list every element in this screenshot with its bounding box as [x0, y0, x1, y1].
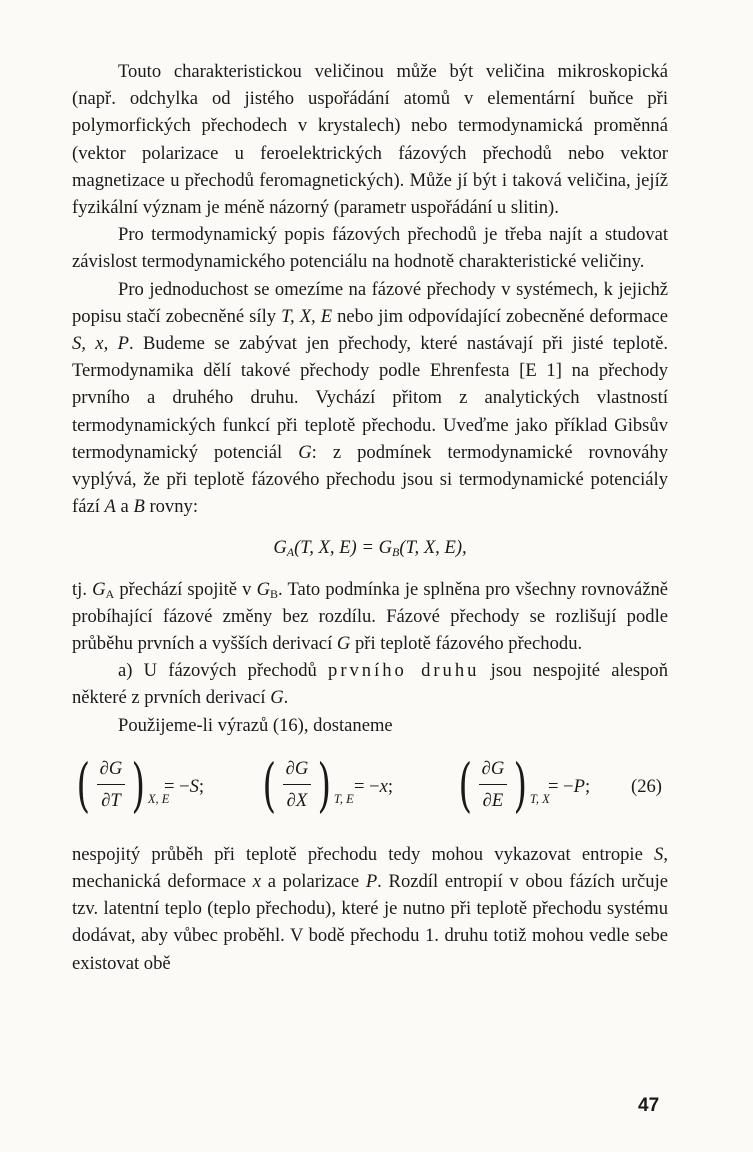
symbol-A: A — [104, 496, 116, 518]
paren-close: ) — [317, 750, 332, 819]
paragraph-1: Touto charakteristickou veličinou může být veličina mikroskopická (např. odchylka od jistého uspořádání atomů v elementární buňce při polymorfických přechodech v krystalech) nebo termodynamická proměnná (vektor polarizace u feroelektrických fázových přechodů nebo vektor magnetizace u přechodů feromagnetických). Může jí být i taková veličina, jejíž fyzikální význam je méně názorný (parametr uspořádání u slitin). — [72, 61, 668, 219]
paragraph-7-text-b: , mechanická deformace — [72, 843, 668, 893]
sub-A: A — [105, 586, 115, 601]
derivative-dG-dT — [72, 745, 169, 825]
numerator: ∂G — [97, 755, 126, 785]
equation-number: (26) — [631, 775, 662, 797]
symbol-G: G — [256, 578, 270, 600]
paragraph-4-text-a: tj. — [72, 578, 93, 600]
paragraph-3-text-b: nebo jim odpovídající zobecněné deformace — [332, 305, 668, 327]
paragraph-4 — [72, 576, 668, 658]
symbol-B: B — [133, 496, 145, 518]
equation-gibbs-equality — [72, 534, 668, 561]
derivative-subscript: T, X — [529, 791, 550, 806]
paragraph-6: Použijeme-li výrazů (16), dostaneme — [118, 714, 393, 736]
eq1-rhs-sub: B — [392, 545, 400, 560]
fraction — [97, 755, 126, 814]
rhs-op: = − — [164, 775, 190, 797]
paren-close: ) — [513, 750, 528, 819]
sub-B: B — [270, 586, 279, 601]
derivative-dG-dX — [258, 745, 354, 825]
paragraph-3-text-e: a — [115, 496, 134, 518]
rhs-var: x — [379, 775, 388, 797]
paragraph-3-text-a: Pro jednoduchost se omezíme na fázové přechody v systémech, k jejichž popisu stačí zobecněné síly — [72, 278, 668, 327]
paren-open: ( — [76, 750, 91, 819]
paragraph-5-text-b: jsou nespojité alespoň některé z prvních derivací — [72, 660, 668, 709]
paren-close: ) — [131, 750, 146, 819]
paragraph-5-text-c: . — [283, 687, 289, 709]
paragraph-5-text-a: a) U fázových přechodů — [118, 660, 329, 682]
paren-open: ( — [458, 750, 473, 819]
rhs-sep: ; — [584, 775, 591, 797]
paragraph-7-text-c: a polarizace — [260, 871, 366, 893]
rhs-3 — [548, 773, 590, 800]
numerator: ∂G — [283, 755, 312, 785]
rhs-op: = − — [548, 775, 574, 797]
paragraph-2: Pro termodynamický popis fázových přechodů je třeba najít a studovat závislost termodynamického potenciálu na hodnotě charakteristické veličiny. — [72, 224, 668, 273]
page-number: 47 — [638, 1095, 660, 1116]
paragraph-3 — [72, 276, 668, 521]
derivative-subscript: T, E — [333, 791, 354, 806]
rhs-1 — [164, 773, 204, 800]
denominator: ∂E — [482, 790, 504, 812]
body-text — [72, 58, 668, 977]
eq1-lhs: G — [273, 537, 287, 559]
derivative-dG-dE — [454, 745, 550, 825]
symbol-G: G — [336, 633, 351, 655]
denominator: ∂T — [101, 790, 121, 812]
paragraph-7-text-a: nespojitý průběh při teplotě přechodu tedy mohou vykazovat entropie — [72, 843, 655, 865]
eq1-rhs: G — [378, 537, 393, 559]
derivative-subscript: X, E — [147, 791, 170, 806]
deformations-symbols: S, x, P — [72, 333, 129, 355]
paragraph-3-text-f: rovny: — [144, 496, 198, 518]
eq1-rhs-args: (T, X, E), — [399, 537, 467, 559]
symbol-G: G — [92, 578, 106, 600]
numerator: ∂G — [479, 755, 508, 785]
rhs-2 — [354, 773, 393, 800]
emphasis-first-order: prvního druhu — [328, 660, 480, 682]
symbol-x: x — [252, 871, 261, 893]
rhs-sep: ; — [198, 775, 205, 797]
paragraph-4-text-b: přechází spojitě v — [114, 578, 257, 600]
paragraph-3-text-d: : z podmínek termodynamické rovnováhy vyplývá, že při teplotě fázového přechodu jsou si termodynamické potenciály fází — [72, 441, 668, 518]
symbol-G: G — [270, 687, 284, 709]
eq1-lhs-sub: A — [286, 545, 295, 560]
symbol-P: P — [365, 871, 378, 893]
rhs-var: P — [573, 775, 585, 797]
denominator: ∂X — [286, 790, 308, 812]
rhs-op: = − — [354, 775, 380, 797]
fraction — [479, 755, 508, 814]
rhs-var: S — [189, 775, 199, 797]
paragraph-3-text-c: . Budeme se zabývat jen přechody, které nastávají při jisté teplotě. Termodynamika dělí takové přechody podle Ehrenfesta [E 1] na přechody prvního a druhého druhu. Vychází přitom z analytických vlastností termodynamických funkcí při teplotě přechodu. Uveďme jako příklad Gibsův termodynamický potenciál — [72, 333, 668, 463]
eq1-args: (T, X, E) = — [294, 537, 379, 559]
symbol-S: S — [654, 843, 664, 865]
fraction — [283, 755, 312, 814]
paragraph-7 — [72, 841, 668, 977]
paragraph-5 — [72, 657, 668, 711]
forces-symbols: T, X, E — [281, 305, 333, 327]
paragraph-4-text-d: při teplotě fázového přechodu. — [350, 633, 583, 655]
symbol-G: G — [298, 441, 312, 463]
rhs-sep: ; — [387, 775, 394, 797]
paren-open: ( — [262, 750, 277, 819]
equation-26 — [72, 745, 668, 831]
paragraph-4-text-c: . Tato podmínka je splněna pro všechny rovnovážně probíhající fázové změny bez rozdílu. Fázové přechody se rozlišují podle průběhu prvních a vyšších derivací — [72, 578, 668, 655]
paragraph-7-text-d: . Rozdíl entropií v obou fázích určuje tzv. latentní teplo (teplo přechodu), které je nutno při teplotě přechodu systému dodávat, aby vůbec proběhl. V bodě přechodu 1. druhu totiž mohou vedle sebe existovat obě — [72, 871, 668, 974]
